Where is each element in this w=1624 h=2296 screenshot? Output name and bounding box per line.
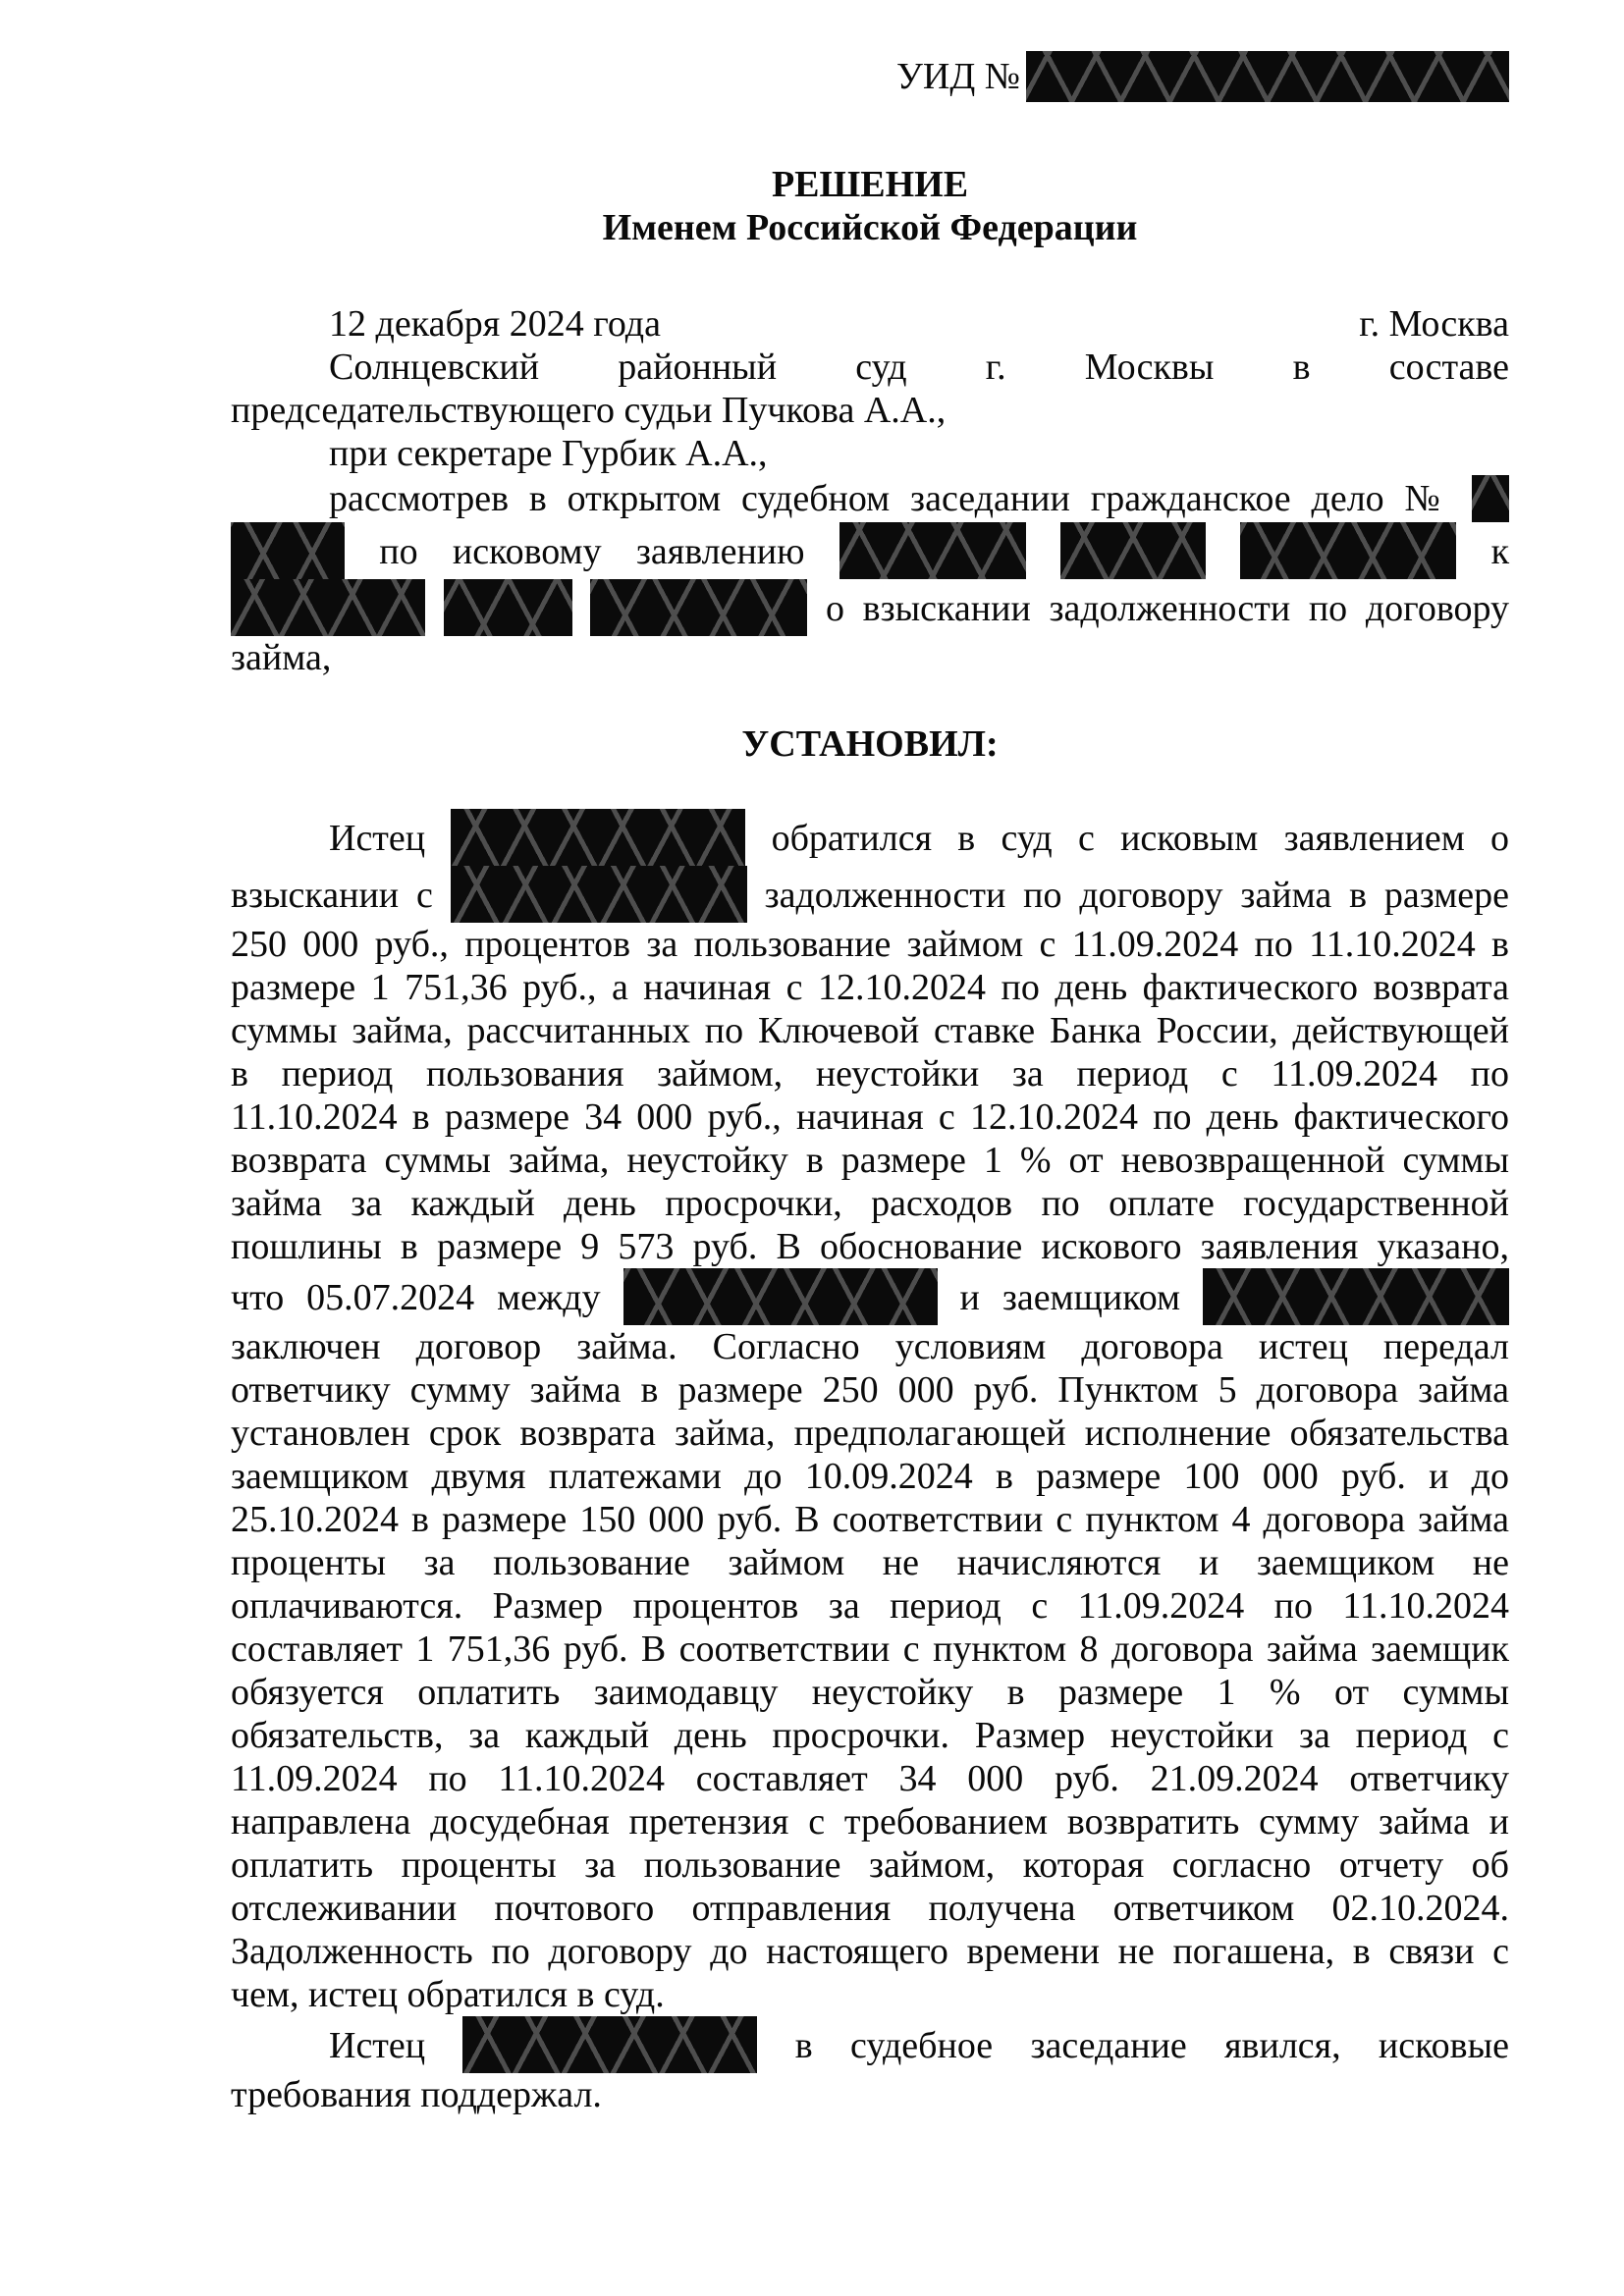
paragraph-1 (231, 809, 1509, 2016)
body-line: обязуется оплатить заимодавцу неустойку в размере 1 % от суммы (231, 1672, 1509, 1713)
redaction-box (231, 522, 345, 579)
body-line: в период пользования займом, неустойки за период с 11.09.2024 по (231, 1053, 1509, 1095)
body-line: оплатить проценты за пользование займом, которая согласно отчету об (231, 1844, 1509, 1886)
lender-name-redaction-box (623, 1268, 938, 1325)
body-line: проценты за пользование займом не начисляются и заемщиком не (231, 1542, 1509, 1583)
body-line: ответчику сумму займа в размере 250 000 руб. Пунктом 5 договора займа (231, 1369, 1509, 1411)
body-text: в судебное заседание явился, исковые (794, 2025, 1510, 2066)
claim-line-3: займа, (231, 637, 332, 678)
plaintiff-name-redaction-box (1060, 522, 1206, 579)
defendant-name-redaction-box (444, 579, 572, 636)
date-line (231, 302, 1509, 346)
claim-line-2-text: о взыскании задолженности по договору (826, 588, 1510, 629)
body-line: займа за каждый день просрочки, расходов по оплате государственной (231, 1183, 1509, 1224)
decision-date: 12 декабря 2024 года (329, 303, 662, 345)
body-line (231, 866, 1509, 923)
body-line: 11.09.2024 по 11.10.2024 составляет 34 000 руб. 21.09.2024 ответчику (231, 1758, 1509, 1799)
body-line: 25.10.2024 в размере 150 000 руб. В соответствии с пунктом 4 договора займа (231, 1499, 1509, 1540)
body-line: суммы займа, рассчитанных по Ключевой ставке Банка России, действующей (231, 1010, 1509, 1051)
plaintiff-name-redaction-box (839, 522, 1026, 579)
body-line: направлена досудебная претензия с требованием возвратить сумму займа и (231, 1801, 1509, 1842)
document-title: РЕШЕНИЕ (771, 164, 969, 205)
case-number-redaction-box (1472, 475, 1509, 522)
body-line (231, 809, 1509, 866)
section-heading-ustanovil: УСТАНОВИЛ: (741, 723, 999, 765)
plaintiff-name-redaction-box (462, 2016, 757, 2073)
body-line: пошлины в размере 9 573 руб. В обоснование искового заявления указано, (231, 1226, 1509, 1267)
body-line: 11.10.2024 в размере 34 000 руб., начиная с 12.10.2024 по день фактического (231, 1096, 1509, 1138)
body-text: и заемщиком (959, 1277, 1181, 1318)
claim-line-1-tail: к (1490, 531, 1510, 572)
body-line: заключен договор займа. Согласно условиям договора истец передал (231, 1326, 1509, 1367)
body-line: обязательств, за каждый день просрочки. Размер неустойки за период с (231, 1715, 1509, 1756)
secretary-line: при секретаре Гурбик А.А., (329, 433, 768, 474)
body-line: составляет 1 751,36 руб. В соответствии с пунктом 8 договора займа заемщик (231, 1629, 1509, 1670)
body-line: требования поддержал. (231, 2074, 602, 2115)
paragraph-2 (231, 2016, 1509, 2116)
body-text: взыскании с (231, 875, 433, 916)
court-line: Солнцевский районный суд г. Москвы в составе (329, 347, 1509, 388)
defendant-name-redaction-box (451, 866, 747, 923)
decision-city: г. Москва (1359, 303, 1509, 345)
body-line (231, 2016, 1509, 2073)
body-text: задолженности по договору займа в размере (764, 875, 1509, 916)
body-line (231, 1268, 1509, 1325)
body-line: 250 000 руб., процентов за пользование займом с 11.09.2024 по 11.10.2024 в (231, 924, 1509, 965)
plaintiff-name-redaction-box (1240, 522, 1456, 579)
document-subtitle: Именем Российской Федерации (602, 207, 1138, 248)
uid-label: УИД № (895, 56, 1020, 97)
body-line: оплачиваются. Размер процентов за период с 11.09.2024 по 11.10.2024 (231, 1585, 1509, 1627)
case-line-text: рассмотрев в открытом судебном заседании гражданское дело № (329, 478, 1452, 519)
body-text: Истец (329, 2025, 426, 2066)
claim-line-1 (231, 522, 1509, 579)
body-line: размере 1 751,36 руб., а начиная с 12.10.2024 по день фактического возврата (231, 967, 1509, 1008)
body-line: заемщиком двумя платежами до 10.09.2024 в размере 100 000 руб. и до (231, 1456, 1509, 1497)
plaintiff-name-redaction-box (451, 809, 745, 866)
body-text: Истец (329, 818, 426, 859)
claim-line-2 (231, 579, 1509, 636)
defendant-name-redaction-box (590, 579, 807, 636)
case-number-line (231, 475, 1509, 522)
body-line: установлен срок возврата займа, предполагающей исполнение обязательства (231, 1413, 1509, 1454)
title-block (231, 163, 1509, 249)
judge-line: председательствующего судьи Пучкова А.А., (231, 390, 947, 431)
body-line: чем, истец обратился в суд. (231, 1974, 665, 2015)
document-content (231, 51, 1509, 2116)
uid-redaction-box (1026, 51, 1509, 102)
body-text: обратился в суд с исковым заявлением о (771, 818, 1510, 859)
borrower-name-redaction-box (1203, 1268, 1509, 1325)
body-text: что 05.07.2024 между (231, 1277, 601, 1318)
uid-line (231, 51, 1509, 102)
body-line: Задолженность по договору до настоящего времени не погашена, в связи с (231, 1931, 1509, 1972)
defendant-name-redaction-box (231, 579, 425, 636)
body-line: отслеживании почтового отправления получена ответчиком 02.10.2024. (231, 1888, 1509, 1929)
claim-line-1-text: по исковому заявлению (379, 531, 805, 572)
body-line: возврата суммы займа, неустойку в размере 1 % от невозвращенной суммы (231, 1140, 1509, 1181)
